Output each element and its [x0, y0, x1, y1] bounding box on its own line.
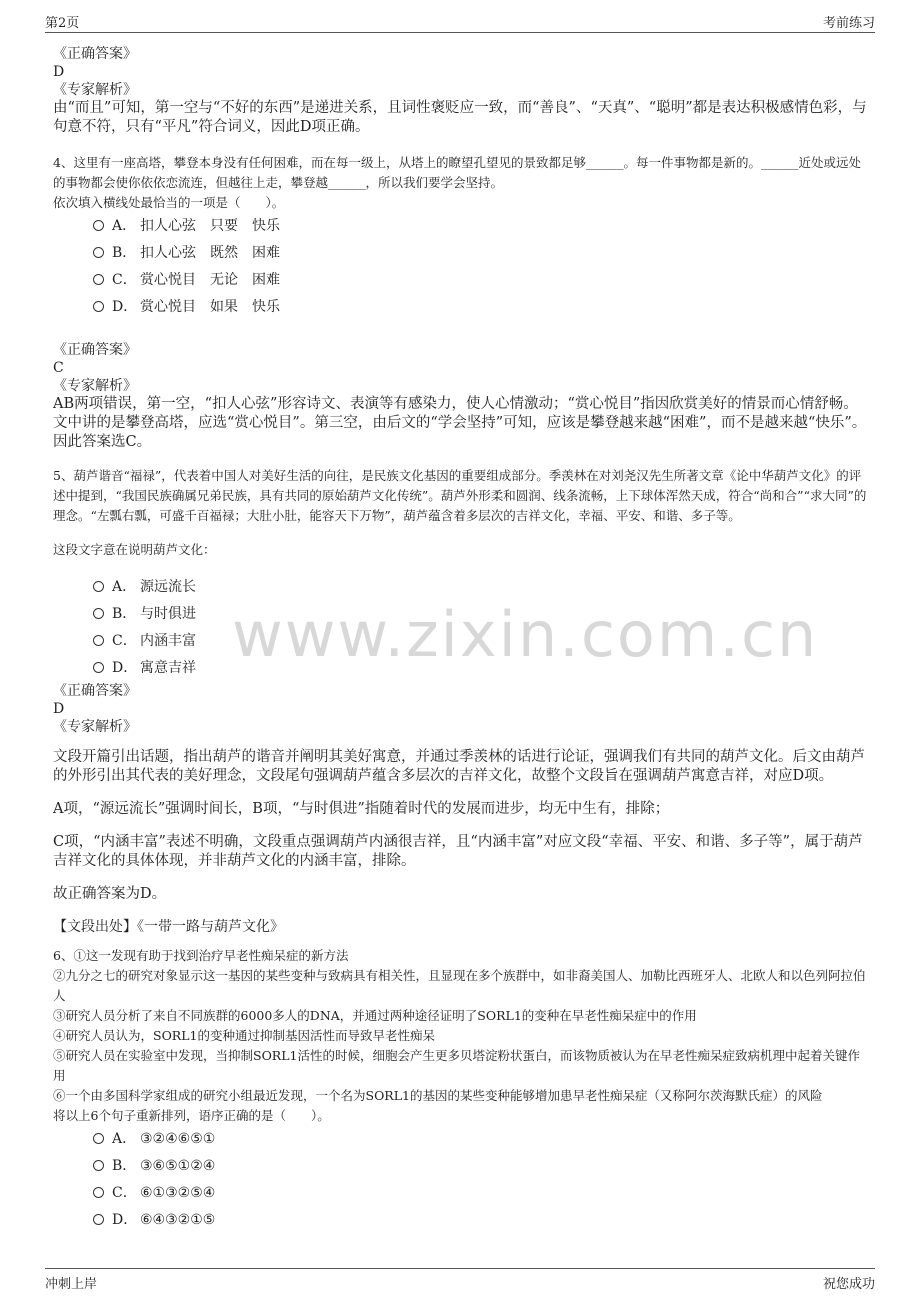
q5-answer-label: 《正确答案》	[53, 683, 137, 699]
footer-left-text: 冲刺上岸	[45, 1277, 98, 1292]
watermark: www.zixin.com.cn	[232, 598, 819, 671]
q5-option-a[interactable]: A． 源远流长	[93, 574, 868, 601]
q4-options	[93, 213, 868, 321]
header-title: 考前练习	[822, 16, 875, 31]
q5-analysis-p3: C项，“内涵丰富”表述不明确，文段重点强调葫芦内涵很吉祥，且“内涵丰富”对应文段“幸福、平安、和谐、多子等”，属于葫芦吉祥文化的具体体现，并非葫芦文化的内涵丰富，排除。	[53, 834, 863, 869]
q4-option-a[interactable]: A． 扣人心弦 只要 快乐	[93, 213, 868, 240]
q6-line-1: 6、①这一发现有助于找到治疗早老性痴呆症的新方法	[53, 948, 349, 963]
q5-stem: 5、葫芦谐音“福禄”，代表着中国人对美好生活的向往，是民族文化基因的重要组成部分。季羡林在对刘尧汉先生所著文章《论中华葫芦文化》的评述中提到，“我国民族确属兄弟民族，具有共同的原始葫芦文化传统”。葫芦外形柔和圆润、线条流畅，上下球体浑然天成，符合“尚和合”“求大同”的理念。“左瓢右瓢，可盛千百福禄；大肚小肚，能容天下万物”，葫芦蕴含着多层次的吉祥文化，幸福、平安、和谐、多子等。	[53, 468, 867, 523]
q4-answer: C	[53, 360, 64, 376]
radio-icon[interactable]	[93, 662, 104, 673]
q4-stem: 4、这里有一座高塔，攀登本身没有任何困难，而在每一级上，从塔上的瞭望孔望见的景致都足够______。每一件事物都是新的。______近处或远处的事物都会使你依依恋流连，但越往上走，攀登越______，所以我们要学会坚持。	[53, 155, 861, 190]
q6-option-b[interactable]: B． ③⑥⑤①②④	[93, 1153, 868, 1180]
q6-option-a[interactable]: A． ③②④⑥⑤①	[93, 1126, 868, 1153]
q5-option-d[interactable]: D． 寓意吉祥	[93, 655, 868, 682]
q6-line-6: ⑥一个由多国科学家组成的研究小组最近发现，一个名为SORL1的基因的某些变种能够增加患早老性痴呆症（又称阿尔茨海默氏症）的风险	[53, 1088, 823, 1103]
q5-option-b[interactable]: B． 与时俱进	[93, 601, 868, 628]
q6-prompt: 将以上6个句子重新排列，语序正确的是（ ）。	[53, 1108, 330, 1123]
source-title: 《一带一路与葫芦文化》	[137, 919, 284, 935]
radio-icon[interactable]	[93, 1133, 104, 1144]
radio-icon[interactable]	[93, 608, 104, 619]
main-content	[53, 45, 868, 1234]
radio-icon[interactable]	[93, 274, 104, 285]
radio-icon[interactable]	[93, 1214, 104, 1225]
radio-icon[interactable]	[93, 220, 104, 231]
q5-options	[93, 574, 868, 682]
q5-source	[53, 918, 868, 936]
q4-answer-label: 《正确答案》	[53, 342, 137, 358]
q4-analysis-label: 《专家解析》	[53, 378, 137, 394]
q5-prompt: 这段文字意在说明葫芦文化：	[53, 542, 216, 557]
q4-option-c[interactable]: C． 赏心悦目 无论 困难	[93, 267, 868, 294]
page-number: 第2页	[45, 16, 80, 31]
q5-analysis-p1: 文段开篇引出话题，指出葫芦的谐音并阐明其美好寓意，并通过季羡林的话进行论证，强调我们有共同的葫芦文化。后文由葫芦的外形引出其代表的美好理念，文段尾句强调葫芦蕴含多层次的吉祥文化，故整个文段旨在强调葫芦寓意吉祥，对应D项。	[53, 749, 865, 784]
q5-analysis-p4: 故正确答案为D。	[53, 886, 167, 902]
q6-option-c[interactable]: C． ⑥①③②⑤④	[93, 1180, 868, 1207]
q6-options	[93, 1126, 868, 1234]
q6-option-d[interactable]: D． ⑥④③②①⑤	[93, 1207, 868, 1234]
q4-option-d[interactable]: D． 赏心悦目 如果 快乐	[93, 294, 868, 321]
q6-line-5: ⑤研究人员在实验室中发现，当抑制SORL1活性的时候，细胞会产生更多贝塔淀粉状蛋白，而该物质被认为在早老性痴呆症致病机理中起着关键作用	[53, 1048, 860, 1083]
source-label: 【文段出处】	[53, 919, 137, 935]
radio-icon[interactable]	[93, 301, 104, 312]
footer-right-text: 祝您成功	[822, 1277, 875, 1292]
q4-option-b[interactable]: B． 扣人心弦 既然 困难	[93, 240, 868, 267]
q3-answer: D	[53, 64, 65, 80]
q4-analysis: AB两项错误，第一空，“扣人心弦”形容诗文、表演等有感染力，使人心情激动；“赏心悦目”指因欣赏美好的情景而心情舒畅。文中讲的是攀登高塔，应选“赏心悦目”。第三空，由后文的“学会坚持”可知，应该是攀登越来越“困难”，而不是越来越“快乐”。因此答案选C。	[53, 396, 867, 450]
radio-icon[interactable]	[93, 247, 104, 258]
q4-prompt: 依次填入横线处最恰当的一项是（ ）。	[53, 195, 285, 210]
radio-icon[interactable]	[93, 1160, 104, 1171]
radio-icon[interactable]	[93, 635, 104, 646]
q3-analysis-label: 《专家解析》	[53, 82, 137, 98]
radio-icon[interactable]	[93, 581, 104, 592]
page-header	[45, 12, 875, 33]
q6-line-2: ②九分之七的研究对象显示这一基因的某些变种与致病具有相关性，且显现在多个族群中，如非裔美国人、加勒比西班牙人、北欧人和以色列阿拉伯人	[53, 968, 866, 1003]
radio-icon[interactable]	[93, 1187, 104, 1198]
q3-answer-label: 《正确答案》	[53, 46, 137, 62]
q5-option-c[interactable]: C． 内涵丰富	[93, 628, 868, 655]
q3-analysis: 由“而且”可知，第一空与“不好的东西”是递进关系，且词性褒贬应一致，而“善良”、“天真”、“聪明”都是表达积极感情色彩，与句意不符，只有“平凡”符合词义，因此D项正确。	[53, 100, 867, 135]
q5-answer: D	[53, 701, 65, 717]
q6-line-3: ③研究人员分析了来自不同族群的6000多人的DNA，并通过两种途径证明了SORL1的变种在早老性痴呆症中的作用	[53, 1008, 697, 1023]
q6-line-4: ④研究人员认为，SORL1的变种通过抑制基因活性而导致早老性痴呆	[53, 1028, 435, 1043]
q5-analysis-p2: A项，“源远流长”强调时间长，B项，“与时俱进”指随着时代的发展而进步，均无中生有，排除；	[53, 801, 670, 817]
q5-analysis-label: 《专家解析》	[53, 719, 137, 735]
page-footer	[45, 1268, 875, 1293]
